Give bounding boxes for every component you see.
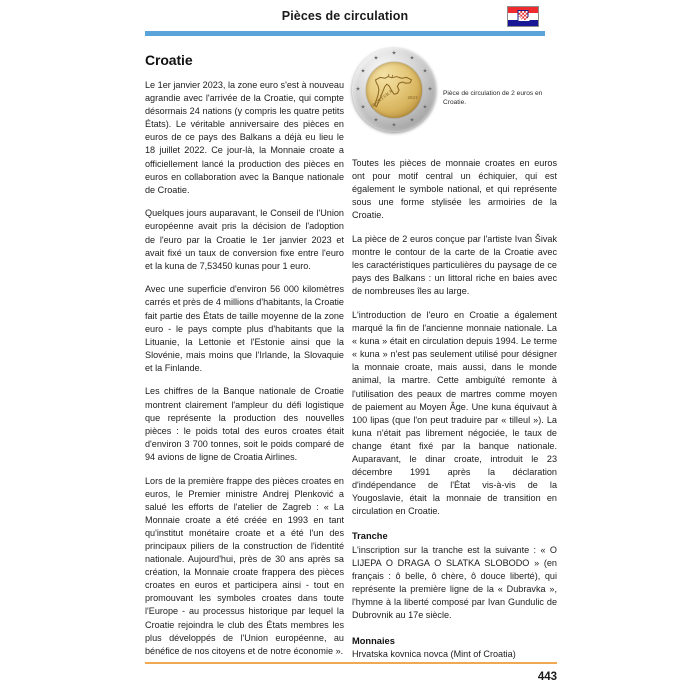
- paragraph: La pièce de 2 euros conçue par l'artiste Ivan Šivak montre le contour de la carte de la Croatie avec les caractéristiques particulières du paysage de ce pays des Balkans : un littoral riche en baies avec de nombreuses îles au large.: [352, 233, 557, 297]
- footer-divider: [145, 662, 557, 664]
- paragraph: Lors de la première frappe des pièces croates en euros, le Premier ministre Andrej Plenković a salué les efforts de l'atelier de Zagreb : « La Monnaie croate a été créée en 1993 en tant qu'institut monétaire croate et a été l'un des principaux piliers de la construction de l'identité nationale. Aujourd'hui, près de 30 ans après sa création, la Monnaie croate frappera des pièces croates en euros et participera ainsi - tout en promouvant les symboles croates dans toute l'Europe - au processus historique par lequel la Croatie rejoindra le club des États membres les plus développés de l'Union européenne, au bénéfice de nos citoyens et de notre économie ».: [145, 475, 344, 656]
- subsection-heading-tranche: Tranche: [352, 531, 388, 542]
- article-left-column: [145, 52, 344, 658]
- subsection-heading-monnaies: Monnaies: [352, 635, 395, 646]
- paragraph: Avec une superficie d'environ 56 000 kilomètres carrés et près de 4 millions d'habitants, la Croatie fait partie des États de taille moyenne de la zone euro - le pays compte plus d'habitants que la Lituanie, la Lettonie et l'Estonie ainsi que la Slovénie, mais moins que l'Irlande, la Slovaquie et la Finlande.: [145, 284, 344, 373]
- croatia-2-euro-coin-image: [352, 48, 436, 132]
- coin-stars: ★ ★ ★ ★ ★ ★ ★ ★ ★ ★ ★ ★: [355, 50, 433, 129]
- subsection-body-tranche: L'inscription sur la tranche est la suivante : « O LIJEPA O DRAGA O SLATKA SLOBODO » (en français : ô belle, ô chère, ô douce liberté), qui représente la première ligne de la « Dubravka », l'hymne à la liberté composé par Ivan Gundulic de Dubrovnik au 17e siècle.: [352, 544, 557, 621]
- croatia-flag-icon: [507, 6, 539, 27]
- paragraph: L'introduction de l'euro en Croatie a également marqué la fin de l'ancienne monnaie nationale. La « kuna » était en circulation depuis 1994. Le terme « kuna » n'est pas seulement utilisé pour désigner la monnaie croate, mais aussi, dans le monde animal, la martre. Cette ambiguïté remonte à l'utilisation des peaux de martres comme moyen de paiement au Moyen Âge. Une kuna équivaut à 100 lipas (que l'on peut traduire par « tilleul »). La kuna n'était pas librement négociée, le taux de change étant fixé par la banque nationale. Auparavant, le dinar croate, introduit le 23 décembre 1991 après la déclaration d'indépendance de l'État vis-à-vis de la Yougoslavie, était la monnaie de transition en circulation en Croatie.: [352, 309, 557, 517]
- page-title: Pièces de circulation: [281, 9, 409, 23]
- coin-inner-disc: [366, 62, 422, 118]
- paragraph: Les chiffres de la Banque nationale de Croatie montrent clairement l'ampleur du défi logistique que représente la production des nouvelles pièces : le poids total des euros croates était d'environ 3 700 tonnes, soit le poids comparé de 94 avions de ligne de Croatia Airlines.: [145, 386, 344, 462]
- figure-caption: Pièce de circulation de 2 euros en Croatie.: [443, 90, 543, 107]
- paragraph: Quelques jours auparavant, le Conseil de l'Union européenne avait pris la décision de l'adoption de l'euro par la Croatie le 1er janvier 2023 et avait fixé un taux de conversion fixe entre l'euro et la kuna de 7,53450 kunas pour 1 euro.: [145, 208, 344, 271]
- subsection-body-monnaies: Hrvatska kovnica novca (Mint of Croatia): [352, 649, 516, 659]
- coat-of-arms-icon: [518, 10, 529, 22]
- croatia-map-icon: [373, 69, 415, 111]
- paragraph: Toutes les pièces de monnaie croates en euros ont pour motif central un échiquier, qui est également le symbole national, et qui représente sous une forme stylisée les armoiries de la Croatie.: [352, 158, 557, 221]
- article-right-column: [352, 157, 557, 661]
- coin-country-label: HRVATSKA: [367, 88, 394, 110]
- paragraph: Le 1er janvier 2023, la zone euro s'est à nouveau agrandie avec l'arrivée de la Croatie, qui compte désormais 24 nations (y compris les quatre petits États). Le véritable anniversaire des pièces en euros de ce pays des Balkans a déjà eu lieu le 18 juillet 2022. Ce jour-là, la Monnaie croate a officiellement lancé la production des pièces en euros en collaboration avec la Banque nationale de Croatie.: [145, 80, 344, 195]
- header-divider: [145, 31, 545, 36]
- page-number: 443: [537, 671, 557, 683]
- coin-year-label: 2023: [407, 95, 418, 100]
- article-title: Croatie: [145, 52, 193, 68]
